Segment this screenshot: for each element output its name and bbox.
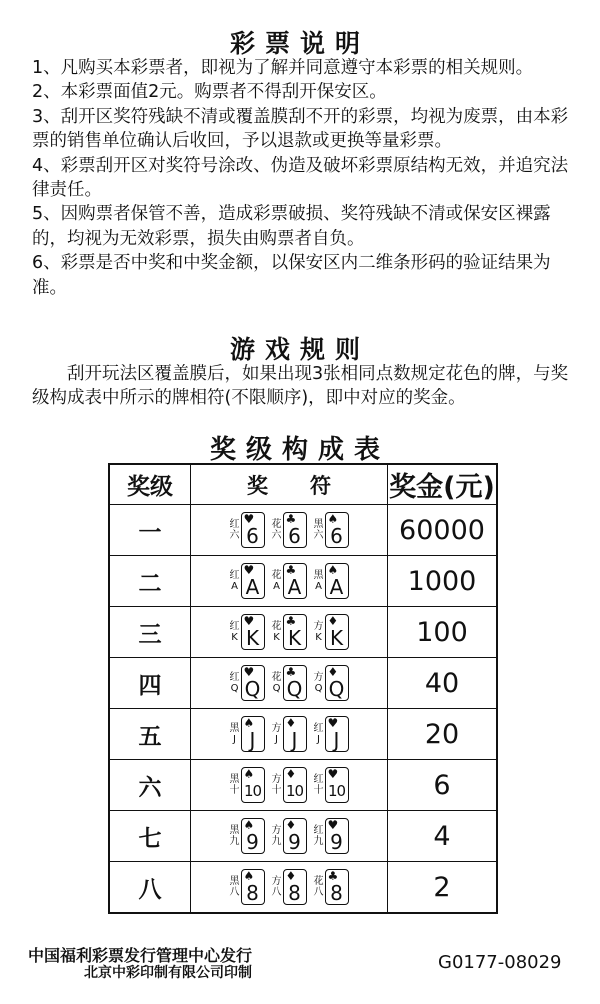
heart-suit-icon: ♥ [243, 665, 255, 679]
card-club [272, 512, 307, 548]
card-face [241, 869, 265, 905]
rank-label: Q [314, 683, 323, 694]
card-label [230, 570, 240, 592]
prize-amount: 6 [388, 760, 498, 811]
prize-amount: 2 [388, 862, 498, 914]
instruction-item: 3、刮开区奖符残缺不清或覆盖膜刮不开的彩票，均视为废票，由本彩票的销售单位确认后收回，予以退款或更换等量彩票。 [32, 106, 569, 152]
suit-label: 方 [313, 621, 324, 632]
suit-label: 红 [313, 774, 324, 785]
rank-label: A [273, 581, 280, 592]
suit-label: 方 [271, 723, 282, 734]
suit-label: 黑 [229, 876, 240, 887]
header-level: 奖级 [109, 464, 191, 505]
diamond-suit-icon: ♦ [327, 665, 339, 679]
prize-symbols [191, 658, 388, 709]
card-label [230, 519, 240, 541]
card-face [283, 716, 307, 752]
club-suit-icon: ♣ [327, 869, 339, 883]
issuer-text: 中国福利彩票发行管理中心发行 [28, 946, 253, 965]
prize-symbols [191, 607, 388, 658]
card-face [325, 563, 349, 599]
suit-label: 方 [271, 876, 282, 887]
spade-suit-icon: ♠ [243, 869, 255, 883]
suit-label: 黑 [229, 723, 240, 734]
suit-label: 红 [229, 570, 240, 581]
spade-suit-icon: ♠ [327, 512, 339, 526]
card-rank: 6 [288, 524, 301, 548]
card-spade [314, 512, 349, 548]
table-row [109, 505, 497, 556]
table-row [109, 760, 497, 811]
card-rank: J [249, 728, 256, 752]
table-header-row [109, 464, 497, 505]
card-label [314, 621, 324, 643]
suit-label: 红 [229, 519, 240, 530]
rules-title: 游戏规则 [229, 335, 370, 364]
card-heart [230, 512, 265, 548]
instruction-item: 2、本彩票面值2元。购票者不得刮开保安区。 [32, 82, 387, 103]
diamond-suit-icon: ♦ [285, 869, 297, 883]
prize-amount: 60000 [388, 505, 498, 556]
rank-label: 六 [229, 530, 240, 541]
card-heart [230, 614, 265, 650]
card-label [272, 876, 282, 898]
rank-label: K [273, 632, 280, 643]
card-face [325, 614, 349, 650]
printer-text: 北京中彩印制有限公司印制 [84, 965, 252, 981]
card-label [314, 519, 324, 541]
suit-label: 黑 [313, 519, 324, 530]
prize-level: 六 [109, 760, 191, 811]
card-label [272, 774, 282, 796]
card-rank: Q [286, 677, 303, 701]
suit-label: 黑 [229, 774, 240, 785]
prize-symbols [191, 760, 388, 811]
card-face [325, 818, 349, 854]
prize-amount: 4 [388, 811, 498, 862]
card-spade [230, 767, 265, 803]
card-rank: K [329, 626, 344, 650]
card-label [272, 723, 282, 745]
prize-level: 四 [109, 658, 191, 709]
card-rank: A [287, 575, 302, 599]
card-label [314, 774, 324, 796]
prize-symbols [191, 505, 388, 556]
suit-label: 花 [313, 876, 324, 887]
club-suit-icon: ♣ [285, 512, 297, 526]
rank-label: 十 [313, 785, 324, 796]
card-face [241, 767, 265, 803]
card-rank: A [329, 575, 344, 599]
club-suit-icon: ♣ [285, 614, 297, 628]
rules-text: 刮开玩法区覆盖膜后，如果出现3张相同点数规定花色的牌，与奖级构成表中所示的牌相符(不限顺序)，即中对应的奖金。 [32, 364, 569, 409]
prize-amount: 20 [388, 709, 498, 760]
rank-label: 八 [229, 887, 240, 898]
card-label [230, 774, 240, 796]
prize-level: 三 [109, 607, 191, 658]
rank-label: 八 [271, 887, 282, 898]
card-label [314, 825, 324, 847]
card-heart [314, 818, 349, 854]
card-rank: A [245, 575, 260, 599]
card-face [283, 665, 307, 701]
card-rank: Q [244, 677, 261, 701]
suit-label: 黑 [313, 570, 324, 581]
rank-label: 十 [271, 785, 282, 796]
prize-table [108, 463, 498, 914]
card-face [283, 869, 307, 905]
card-face [325, 512, 349, 548]
card-club [272, 563, 307, 599]
card-label [230, 723, 240, 745]
rank-label: J [275, 734, 278, 745]
prize-symbols [191, 862, 388, 914]
card-label [272, 519, 282, 541]
heart-suit-icon: ♥ [327, 767, 339, 781]
header-prize: 奖金(元) [388, 464, 498, 505]
table-row [109, 658, 497, 709]
card-rank: 8 [288, 881, 301, 905]
spade-suit-icon: ♠ [243, 767, 255, 781]
card-label [272, 570, 282, 592]
heart-suit-icon: ♥ [243, 563, 255, 577]
card-label [272, 672, 282, 694]
table-row [109, 709, 497, 760]
rank-label: 六 [313, 530, 324, 541]
card-spade [230, 869, 265, 905]
rank-label: 八 [313, 887, 324, 898]
suit-label: 红 [313, 825, 324, 836]
card-club [272, 665, 307, 701]
prize-level: 七 [109, 811, 191, 862]
card-rank: 9 [288, 830, 301, 854]
instruction-item: 6、彩票是否中奖和中奖金额，以保安区内二维条形码的验证结果为准。 [32, 253, 551, 298]
card-rank: K [245, 626, 260, 650]
instruction-item: 5、因购票者保管不善，造成彩票破损、奖符残缺不清或保安区裸露的，均视为无效彩票，损失由购票者自负。 [32, 204, 551, 249]
card-label [272, 621, 282, 643]
card-rank: J [333, 728, 340, 752]
card-rank: 9 [246, 830, 259, 854]
rank-label: 九 [271, 836, 282, 847]
card-label [272, 825, 282, 847]
card-club [314, 869, 349, 905]
card-label [230, 672, 240, 694]
card-label [230, 876, 240, 898]
heart-suit-icon: ♥ [243, 614, 255, 628]
card-rank: 8 [330, 881, 343, 905]
rank-label: J [233, 734, 236, 745]
card-face [283, 818, 307, 854]
prize-amount: 40 [388, 658, 498, 709]
prize-level: 八 [109, 862, 191, 914]
card-spade [230, 818, 265, 854]
card-heart [314, 716, 349, 752]
heart-suit-icon: ♥ [327, 818, 339, 832]
card-face [325, 665, 349, 701]
diamond-suit-icon: ♦ [285, 818, 297, 832]
instructions-title: 彩票说明 [229, 29, 370, 58]
rank-label: 十 [229, 785, 240, 796]
prize-amount: 1000 [388, 556, 498, 607]
table-row [109, 556, 497, 607]
prize-level: 五 [109, 709, 191, 760]
card-heart [230, 665, 265, 701]
card-spade [314, 563, 349, 599]
suit-label: 花 [271, 672, 282, 683]
rank-label: Q [230, 683, 239, 694]
rank-label: 九 [313, 836, 324, 847]
diamond-suit-icon: ♦ [285, 716, 297, 730]
card-rank: 8 [246, 881, 259, 905]
table-row [109, 862, 497, 914]
rank-label: J [317, 734, 320, 745]
card-diamond [314, 614, 349, 650]
prize-amount: 100 [388, 607, 498, 658]
rules-section [32, 362, 580, 411]
rank-label: 六 [271, 530, 282, 541]
suit-label: 方 [271, 774, 282, 785]
card-rank: 6 [330, 524, 343, 548]
heart-suit-icon: ♥ [327, 716, 339, 730]
card-face [325, 767, 349, 803]
rank-label: K [231, 632, 238, 643]
card-face [325, 869, 349, 905]
prize-symbols [191, 556, 388, 607]
suit-label: 方 [313, 672, 324, 683]
card-face [283, 614, 307, 650]
card-face [241, 665, 265, 701]
suit-label: 花 [271, 570, 282, 581]
card-label [230, 621, 240, 643]
suit-label: 花 [271, 519, 282, 530]
diamond-suit-icon: ♦ [327, 614, 339, 628]
rank-label: A [315, 581, 322, 592]
card-face [241, 716, 265, 752]
rank-label: A [231, 581, 238, 592]
table-row [109, 811, 497, 862]
suit-label: 黑 [229, 825, 240, 836]
card-diamond [314, 665, 349, 701]
instruction-item: 4、彩票刮开区对奖符号涂改、伪造及破坏彩票原结构无效，并追究法律责任。 [32, 155, 569, 201]
heart-suit-icon: ♥ [243, 512, 255, 526]
header-symbol: 奖 符 [191, 464, 388, 505]
card-diamond [272, 869, 307, 905]
card-rank: 10 [243, 782, 262, 800]
suit-label: 红 [313, 723, 324, 734]
card-face [283, 512, 307, 548]
instruction-item: 1、凡购买本彩票者，即视为了解并同意遵守本彩票的相关规则。 [32, 58, 534, 78]
card-rank: J [291, 728, 298, 752]
prize-symbols [191, 709, 388, 760]
suit-label: 红 [229, 621, 240, 632]
suit-label: 方 [271, 825, 282, 836]
prize-level: 一 [109, 505, 191, 556]
card-heart [314, 767, 349, 803]
card-label [314, 723, 324, 745]
club-suit-icon: ♣ [285, 665, 297, 679]
card-face [325, 716, 349, 752]
rank-label: 九 [229, 836, 240, 847]
rank-label: K [315, 632, 322, 643]
card-diamond [272, 818, 307, 854]
rank-label: Q [272, 683, 281, 694]
card-face [241, 563, 265, 599]
card-label [314, 570, 324, 592]
card-spade [230, 716, 265, 752]
spade-suit-icon: ♠ [327, 563, 339, 577]
card-label [314, 672, 324, 694]
card-face [283, 767, 307, 803]
prize-table-title: 奖级构成表 [209, 435, 390, 465]
card-rank: 9 [330, 830, 343, 854]
card-rank: K [287, 626, 302, 650]
card-face [241, 512, 265, 548]
suit-label: 红 [229, 672, 240, 683]
card-rank: 6 [246, 524, 259, 548]
card-face [241, 818, 265, 854]
card-rank: Q [328, 677, 345, 701]
card-rank: 10 [327, 782, 346, 800]
diamond-suit-icon: ♦ [285, 767, 297, 781]
suit-label: 花 [271, 621, 282, 632]
card-face [241, 614, 265, 650]
card-diamond [272, 716, 307, 752]
card-label [230, 825, 240, 847]
spade-suit-icon: ♠ [243, 716, 255, 730]
table-row [109, 607, 497, 658]
prize-symbols [191, 811, 388, 862]
card-club [272, 614, 307, 650]
card-face [283, 563, 307, 599]
prize-level: 二 [109, 556, 191, 607]
card-label [314, 876, 324, 898]
instructions-list [32, 56, 580, 300]
card-heart [230, 563, 265, 599]
club-suit-icon: ♣ [285, 563, 297, 577]
spade-suit-icon: ♠ [243, 818, 255, 832]
card-rank: 10 [285, 782, 304, 800]
card-diamond [272, 767, 307, 803]
ticket-code: G0177-08029 [438, 952, 562, 973]
